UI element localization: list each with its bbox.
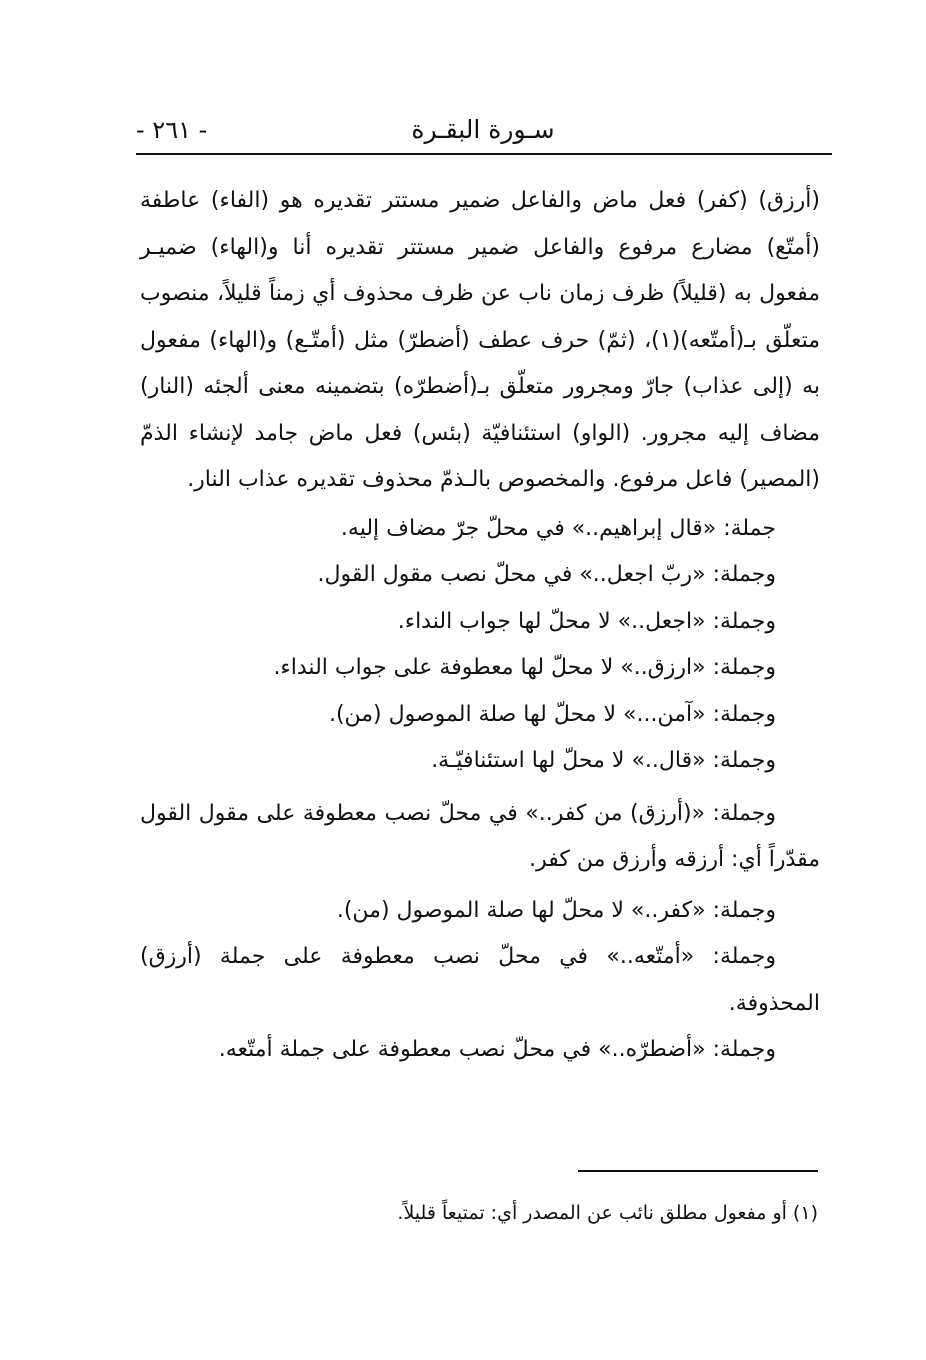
sentence-line: جملة: «قال إبراهيم..» في محلّ جرّ مضاف إليه. bbox=[340, 515, 776, 541]
sentence-paragraph: وجملة: «(أرزق) من كفر..» في محلّ نصب معطوفة على مقول القول مقدّراً أي: أرزقه وأرزق من كفر. bbox=[140, 800, 820, 872]
sentence-line: وجملة: «قال..» لا محلّ لها استئنافيّـة. bbox=[431, 748, 776, 773]
sentence-paragraph: وجملة: «أمتّعه..» في محلّ نصب معطوفة على جملة (أرزق) المحذوفة. bbox=[140, 944, 820, 1016]
sentence-line: وجملة: «كفر..» لا محلّ لها صلة الموصول (من). bbox=[336, 897, 776, 923]
page-body bbox=[140, 178, 820, 1074]
page-header bbox=[136, 112, 830, 152]
sentence-line: وجملة: «آمن...» لا محلّ لها صلة الموصول (من). bbox=[328, 701, 776, 727]
surah-title: سـورة البقـرة bbox=[411, 115, 555, 144]
sentence-line: وجملة: «ارزق..» لا محلّ لها معطوفة على جواب النداء. bbox=[273, 655, 776, 680]
sentence-line: وجملة: «ربّ اجعل..» في محلّ نصب مقول القول. bbox=[317, 562, 776, 587]
header-divider bbox=[136, 153, 832, 155]
sentence-line: وجملة: «أضطرّه..» في محلّ نصب معطوفة على جملة أمتّعه. bbox=[218, 1037, 776, 1062]
intro-paragraph: (أرزق) (كفر) فعل ماض والفاعل ضمير مستتر تقديره هو (الفاء) عاطفة (أمتّع) مضارع مرفوع والفاعل ضمير مستتر تقديره أنا و(الهاء) ضميـر مفعول به (قليلاً) ظرف زمان ناب عن ظرف محذوف أي زمناً قليلاً، منصوب متعلّق بـ(أمتّعه)(١)، (ثمّ) حرف عطف (أضطرّ) مثل (أمتّـع) و(الهاء) مفعول به (إلى عذاب) جارّ ومجرور متعلّق بـ(أضطرّه) بتضمينه معنى ألجئه (النار) مضاف إليه مجرور. (الواو) استئنافيّة (بئس) فعل ماض جامد لإنشاء الذمّ (المصير) فاعل مرفوع. والمخصوص بالـذمّ محذوف تقديره عذاب النار. bbox=[140, 188, 820, 492]
footnote: (١) أو مفعول مطلق نائب عن المصدر أي: تمتيعاً قليلاً. bbox=[397, 1202, 818, 1224]
sentence-line: وجملة: «اجعل..» لا محلّ لها جواب النداء. bbox=[397, 608, 776, 634]
footnote-divider bbox=[578, 1170, 818, 1172]
page-number: - ٢٦١ - bbox=[136, 116, 208, 144]
